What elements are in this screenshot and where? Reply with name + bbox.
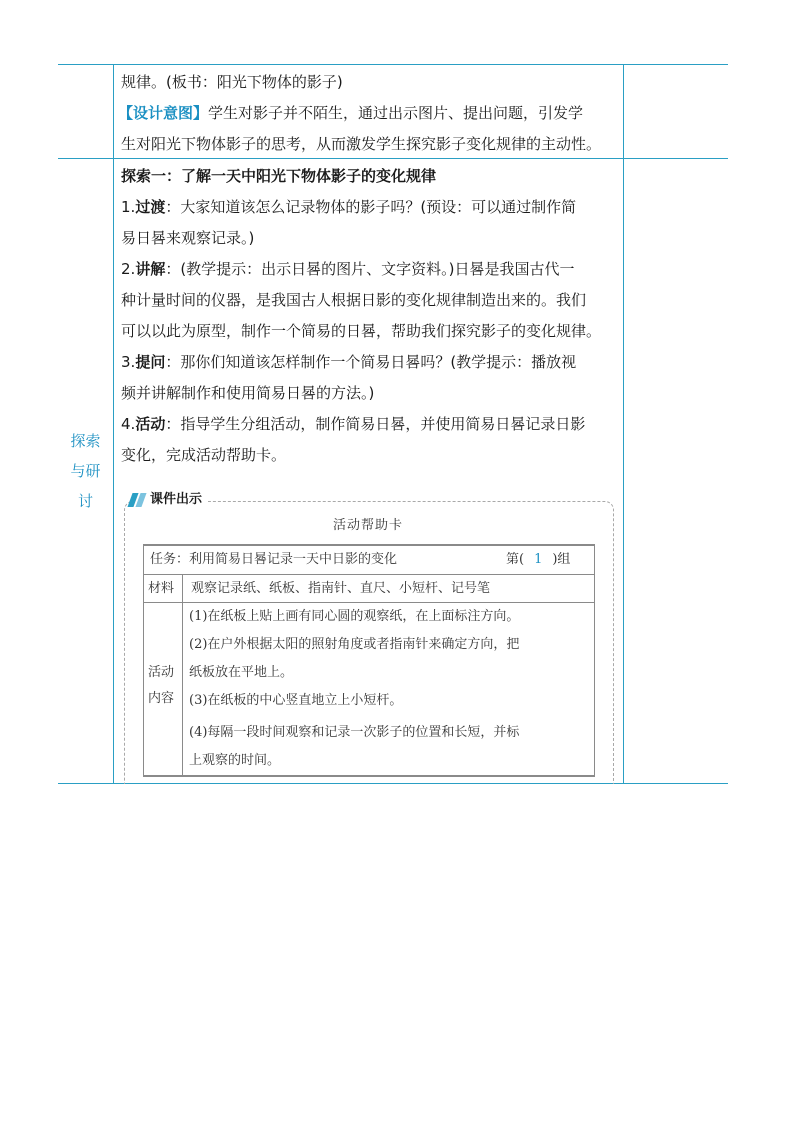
item-2-line-2: 种计量时间的仪器，是我国古人根据日影的变化规律制造出来的。我们	[121, 291, 587, 309]
group-number: 1	[534, 552, 543, 567]
item-3-line-2: 频并讲解制作和使用简易日晷的方法。)	[121, 384, 375, 402]
help-card-title: 活动帮助卡	[332, 518, 403, 533]
design-intent-line-2: 生对阳光下物体影子的思考，从而激发学生探究影子变化规律的主动性。	[121, 135, 602, 153]
inner-table-bottom	[143, 775, 595, 777]
inner-table-right	[594, 544, 595, 776]
item-2-num: 2.	[121, 260, 136, 278]
item-1-line-2: 易日晷来观察记录。)	[121, 229, 255, 247]
item-1-line-1	[121, 197, 576, 217]
item-3-text: ：那你们知道该怎样制作一个简易日晷吗？(教学提示：播放视	[165, 353, 577, 371]
design-intent-text: 学生对影子并不陌生，通过出示图片、提出问题，引发学	[208, 104, 584, 122]
inner-table-left	[143, 544, 144, 776]
item-2-line-3: 可以以此为原型，制作一个简易的日晷，帮助我们探究影子的变化规律。	[121, 322, 602, 340]
task-row: 任务：利用简易日晷记录一天中日影的变化	[150, 552, 398, 567]
step-line: 纸板放在平地上。	[189, 665, 294, 680]
content-label-line-1: 活动	[148, 665, 175, 680]
group-suffix: )组	[552, 552, 571, 567]
design-intent-tag: 【设计意图】	[118, 104, 209, 122]
item-2-line-1	[121, 259, 575, 279]
design-intent-line-1	[118, 103, 583, 123]
item-2-key: 讲解	[135, 260, 166, 278]
inner-table-row-rule	[143, 574, 595, 575]
section-label-line-1: 探索	[70, 432, 101, 450]
item-1-text: ：大家知道该怎么记录物体的影子吗？(预设：可以通过制作简	[165, 198, 577, 216]
table-col-divider-left	[113, 64, 114, 784]
item-3-line-1	[121, 352, 576, 372]
step-line: (2)在户外根据太阳的照射角度或者指南针来确定方向，把	[189, 637, 520, 652]
item-4-key: 活动	[135, 415, 166, 433]
item-2-text: ：(教学提示：出示日晷的图片、文字资料。)日晷是我国古代一	[165, 260, 575, 278]
inner-table-row-rule	[143, 602, 595, 603]
item-3-num: 3.	[121, 353, 136, 371]
content-label	[148, 660, 174, 712]
table-top-rule	[58, 64, 728, 65]
inner-table-top	[143, 544, 595, 546]
table-row-divider	[58, 158, 728, 159]
material-label: 材料	[148, 581, 175, 596]
step-line: (1)在纸板上贴上画有同心圆的观察纸，在上面标注方向。	[189, 609, 520, 624]
inner-table-col-rule	[182, 574, 183, 776]
group-label	[506, 551, 570, 569]
exploration-title: 探索一：了解一天中阳光下物体影子的变化规律	[121, 167, 437, 185]
step-line: (4)每隔一段时间观察和记录一次影子的位置和长短，并标	[189, 725, 520, 740]
group-prefix: 第(	[506, 552, 525, 567]
section-label-line-2: 与研	[70, 462, 101, 480]
item-4-line-1	[121, 414, 585, 434]
step-line: 上观察的时间。	[189, 753, 281, 768]
table-col-divider-right	[623, 64, 624, 784]
courseware-tag-label: 课件出示	[150, 492, 203, 507]
section-label	[58, 426, 113, 516]
content-label-line-2: 内容	[148, 691, 175, 706]
courseware-tag	[130, 489, 208, 511]
item-4-num: 4.	[121, 415, 136, 433]
item-3-key: 提问	[135, 353, 166, 371]
section-label-line-3: 讨	[77, 492, 93, 510]
step-line: (3)在纸板的中心竖直地立上小短杆。	[189, 693, 403, 708]
item-1-num: 1.	[121, 198, 136, 216]
summary-line: 规律。(板书：阳光下物体的影子)	[121, 73, 343, 91]
material-text: 观察记录纸、纸板、指南针、直尺、小短杆、记号笔	[191, 581, 491, 596]
item-4-line-2: 变化，完成活动帮助卡。	[121, 446, 287, 464]
item-1-key: 过渡	[135, 198, 166, 216]
item-4-text: ：指导学生分组活动，制作简易日晷，并使用简易日晷记录日影	[165, 415, 586, 433]
